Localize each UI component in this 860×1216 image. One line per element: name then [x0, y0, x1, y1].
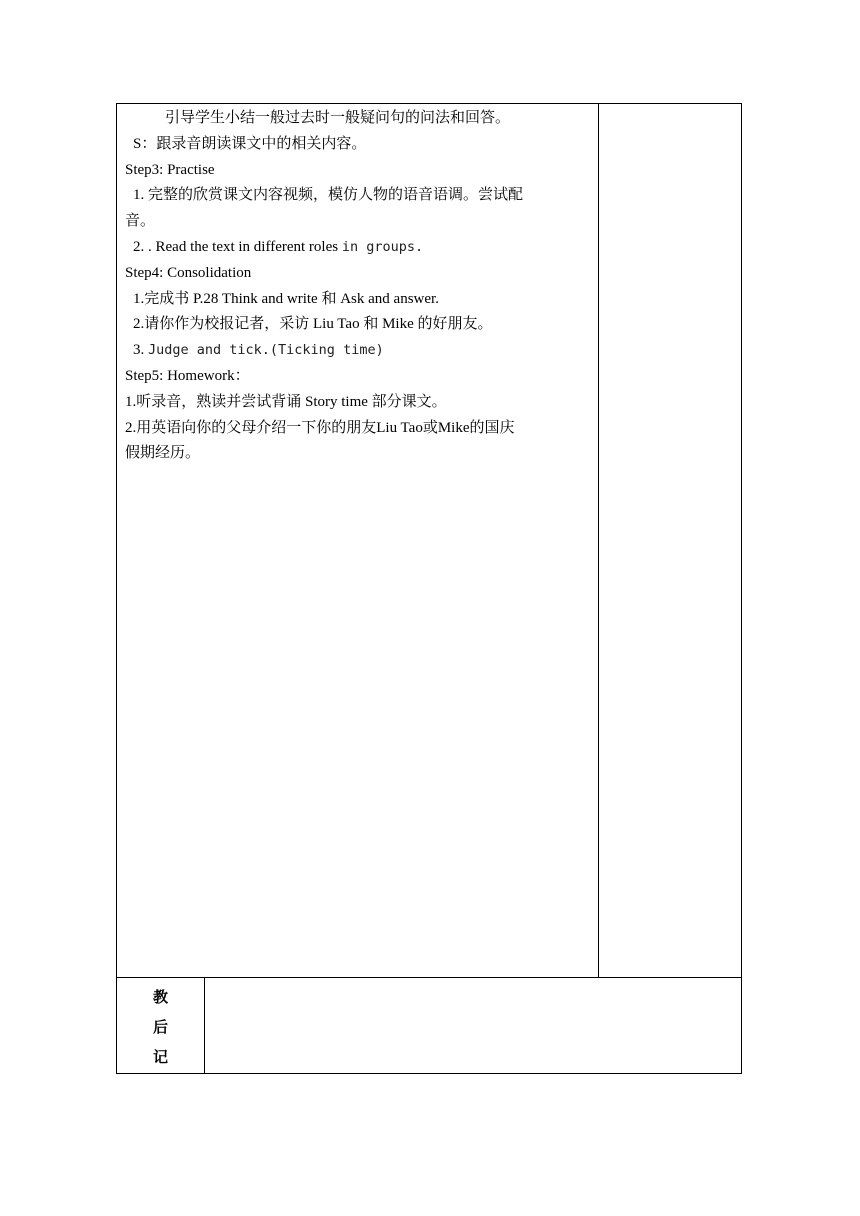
step4-item-3-number: 3.: [133, 342, 148, 359]
teaching-process-cell: [125, 106, 595, 467]
summary-line: 引导学生小结一般过去时一般疑问句的问法和回答。: [165, 110, 511, 126]
step3-item-1-cont: 音。: [125, 213, 156, 230]
step3-item-2-suffix: in groups.: [341, 238, 424, 255]
reflection-label-char-3: 记: [152, 1047, 168, 1066]
lesson-plan-table: [116, 103, 742, 1074]
notes-column-cell: [599, 104, 741, 977]
step4-item-2: 2.请你作为校报记者，采访 Liu Tao 和 Mike 的好朋友。: [133, 316, 493, 333]
step3-item-2: [125, 235, 595, 261]
column-divider: [598, 104, 599, 977]
step5-item-2-cont: 假期经历。: [125, 445, 201, 462]
reflection-label: [117, 978, 204, 1073]
step4-item-3-text: Judge and tick.(Ticking time): [148, 342, 384, 359]
reflection-content-cell: [205, 978, 741, 1073]
step4-item-1: 1.完成书 P.28 Think and write 和 Ask and answer.: [133, 290, 439, 307]
step5-item-1: 1.听录音，熟读并尝试背诵 Story time 部分课文。: [125, 393, 447, 410]
step3-heading: Step3: Practise: [125, 161, 215, 178]
step3-item-2-text: 2. . Read the text in different roles: [133, 238, 342, 255]
step5-heading: Step5: Homework：: [125, 367, 250, 384]
step5-item-2: 2.用英语向你的父母介绍一下你的朋友Liu Tao或Mike的国庆: [125, 419, 515, 436]
reflection-label-char-1: 教: [152, 988, 168, 1007]
reflection-label-char-2: 后: [152, 1017, 168, 1036]
step3-item-1: 1. 完整的欣赏课文内容视频，模仿人物的语音语调。尝试配: [133, 187, 524, 204]
read-along-line: S：跟录音朗读课文中的相关内容。: [133, 135, 367, 152]
step4-item-3: [125, 338, 595, 364]
step4-heading: Step4: Consolidation: [125, 264, 252, 281]
